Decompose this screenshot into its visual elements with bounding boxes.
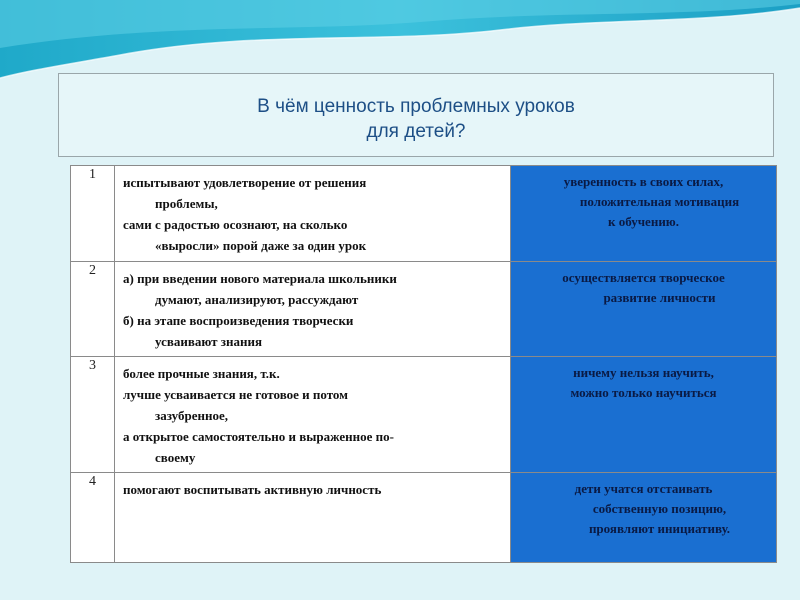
benefit-cell — [115, 262, 511, 357]
table-row — [71, 357, 777, 473]
benefit-text: испытывают удовлетворение от решения — [123, 175, 367, 190]
benefit-text: помогают воспитывать активную личность — [123, 482, 382, 497]
benefit-text: своему — [155, 450, 196, 465]
benefit-text: проблемы, — [155, 196, 218, 211]
result-text: уверенность в своих силах, — [563, 174, 724, 189]
result-text: к обучению. — [607, 214, 679, 229]
result-cell — [511, 262, 777, 357]
slide-title-line-1: В чём ценность проблемных уроков — [257, 96, 575, 117]
result-text: положительная мотивация — [579, 194, 740, 209]
values-table — [70, 165, 777, 563]
table-row — [71, 166, 777, 262]
table-row — [71, 473, 777, 563]
benefit-text: зазубренное, — [155, 408, 229, 423]
benefit-text: б) на этапе воспроизведения творчески — [123, 313, 354, 328]
result-cell — [511, 357, 777, 473]
row-number: 3 — [71, 357, 115, 473]
benefit-text: более прочные знания, т.к. — [123, 366, 280, 381]
benefit-cell — [115, 357, 511, 473]
benefit-cell — [115, 473, 511, 563]
row-number: 2 — [71, 262, 115, 357]
slide-title-line-2: для детей? — [366, 121, 466, 142]
benefit-cell — [115, 166, 511, 262]
benefit-text: а открытое самостоятельно и выраженное по- — [123, 429, 395, 444]
result-text: проявляют инициативу. — [588, 521, 731, 536]
result-text: развитие личности — [603, 290, 716, 305]
row-number: 4 — [71, 473, 115, 563]
result-cell — [511, 473, 777, 563]
result-text: можно только научиться — [570, 385, 717, 400]
benefit-text: думают, анализируют, рассуждают — [155, 292, 359, 307]
result-text: собственную позицию, — [592, 501, 727, 516]
result-cell — [511, 166, 777, 262]
benefit-text: лучше усваивается не готовое и потом — [123, 387, 349, 402]
benefit-text: а) при введении нового материала школьники — [123, 271, 397, 286]
benefit-text: сами с радостью осознают, на сколько — [123, 217, 348, 232]
row-number: 1 — [71, 166, 115, 262]
result-text: дети учатся отстаивать — [574, 481, 713, 496]
result-text: осуществляется творческое — [562, 270, 725, 285]
table-row — [71, 262, 777, 357]
benefit-text: «выросли» порой даже за один урок — [155, 238, 367, 253]
benefit-text: усваивают знания — [155, 334, 263, 349]
title-box — [58, 73, 774, 157]
result-text: ничему нельзя научить, — [573, 365, 714, 380]
